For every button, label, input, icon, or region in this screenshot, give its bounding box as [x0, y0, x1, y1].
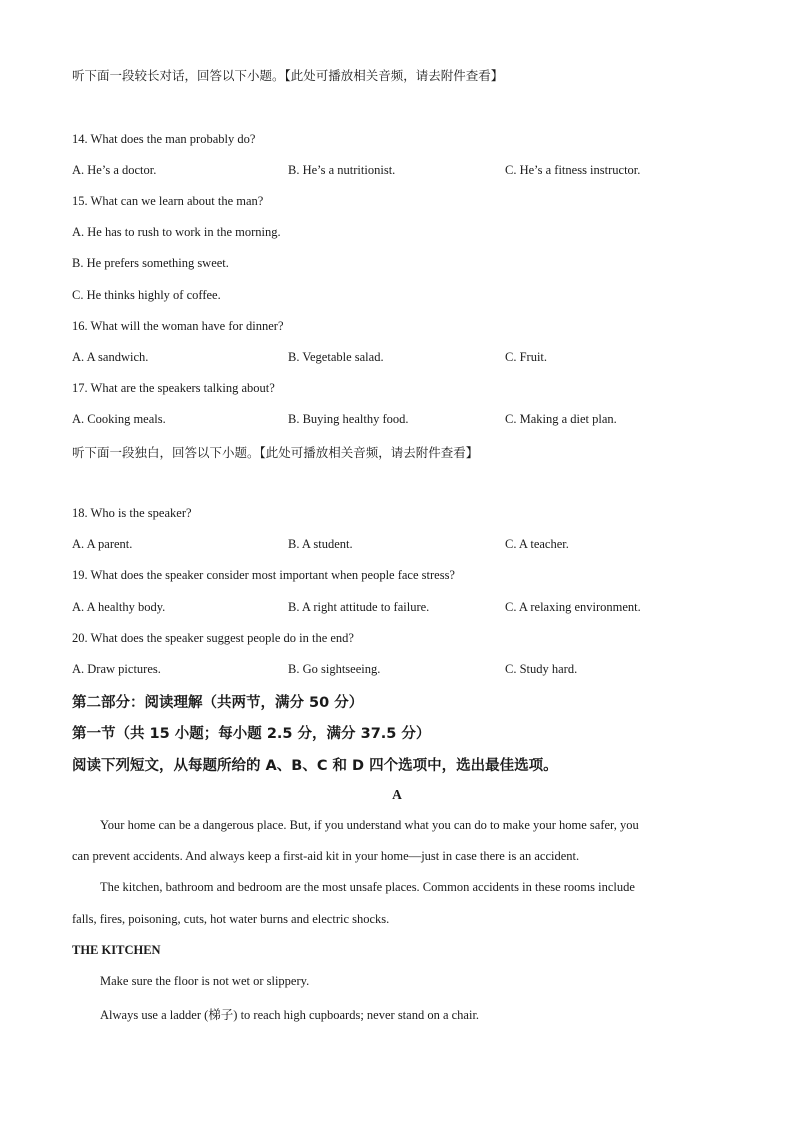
paragraph-1-line-1: Your home can be a dangerous place. But, if you understand what you can do to make your home safer, you [100, 818, 639, 832]
option-c: C. A teacher. [505, 537, 569, 551]
option-c: C. Fruit. [505, 350, 548, 364]
subheading-kitchen: THE KITCHEN [72, 943, 161, 957]
question-15-option-c: C. He thinks highly of coffee. [72, 288, 221, 302]
option-b: B. A right attitude to failure. [288, 600, 430, 614]
paragraph-2-line-2: falls, fires, poisoning, cuts, hot water burns and electric shocks. [72, 912, 390, 926]
option-a: A. He’s a doctor. [72, 163, 157, 177]
reading-part-title: 第二部分：阅读理解（共两节，满分 50 分） [72, 695, 364, 711]
option-b: B. Vegetable salad. [288, 350, 384, 364]
question-15-stem: 15. What can we learn about the man? [72, 194, 264, 208]
option-a: A. Cooking meals. [72, 412, 166, 426]
option-a: A. A parent. [72, 537, 133, 551]
question-15-option-a: A. He has to rush to work in the morning. [72, 225, 281, 239]
option-c: C. Making a diet plan. [505, 412, 617, 426]
option-a: A. Draw pictures. [72, 662, 161, 676]
kitchen-tip-2: Always use a ladder (梯子) to reach high cupboards; never stand on a chair. [100, 1008, 480, 1022]
question-18-stem: 18. Who is the speaker? [72, 506, 192, 520]
reading-instruction: 阅读下列短文，从每题所给的 A、B、C 和 D 四个选项中，选出最佳选项。 [72, 758, 558, 774]
passage-label: A [392, 787, 402, 802]
kitchen-tip-1: Make sure the floor is not wet or slippery. [100, 974, 310, 988]
listening-instruction-monologue: 听下面一段独白，回答以下小题。【此处可播放相关音频，请去附件查看】 [72, 445, 479, 460]
option-b: B. He’s a nutritionist. [288, 163, 396, 177]
option-b: B. Buying healthy food. [288, 412, 409, 426]
option-a: A. A sandwich. [72, 350, 149, 364]
option-c: C. Study hard. [505, 662, 578, 676]
question-14-stem: 14. What does the man probably do? [72, 132, 256, 146]
listening-instruction-long: 听下面一段较长对话，回答以下小题。【此处可播放相关音频，请去附件查看】 [72, 68, 504, 83]
paragraph-1-line-2: can prevent accidents. And always keep a first-aid kit in your home—just in case there is an accident. [72, 849, 580, 863]
question-20-stem: 20. What does the speaker suggest people do in the end? [72, 631, 354, 645]
option-b: B. A student. [288, 537, 353, 551]
question-16-stem: 16. What will the woman have for dinner? [72, 319, 284, 333]
option-b: B. Go sightseeing. [288, 662, 381, 676]
option-c: C. He’s a fitness instructor. [505, 163, 641, 177]
question-19-stem: 19. What does the speaker consider most important when people face stress? [72, 568, 455, 582]
option-c: C. A relaxing environment. [505, 600, 641, 614]
question-15-option-b: B. He prefers something sweet. [72, 256, 229, 270]
paragraph-2-line-1: The kitchen, bathroom and bedroom are the most unsafe places. Common accidents in these rooms include [100, 880, 635, 894]
option-a: A. A healthy body. [72, 600, 166, 614]
question-17-stem: 17. What are the speakers talking about? [72, 381, 275, 395]
reading-section-title: 第一节（共 15 小题；每小题 2.5 分，满分 37.5 分） [72, 726, 431, 742]
